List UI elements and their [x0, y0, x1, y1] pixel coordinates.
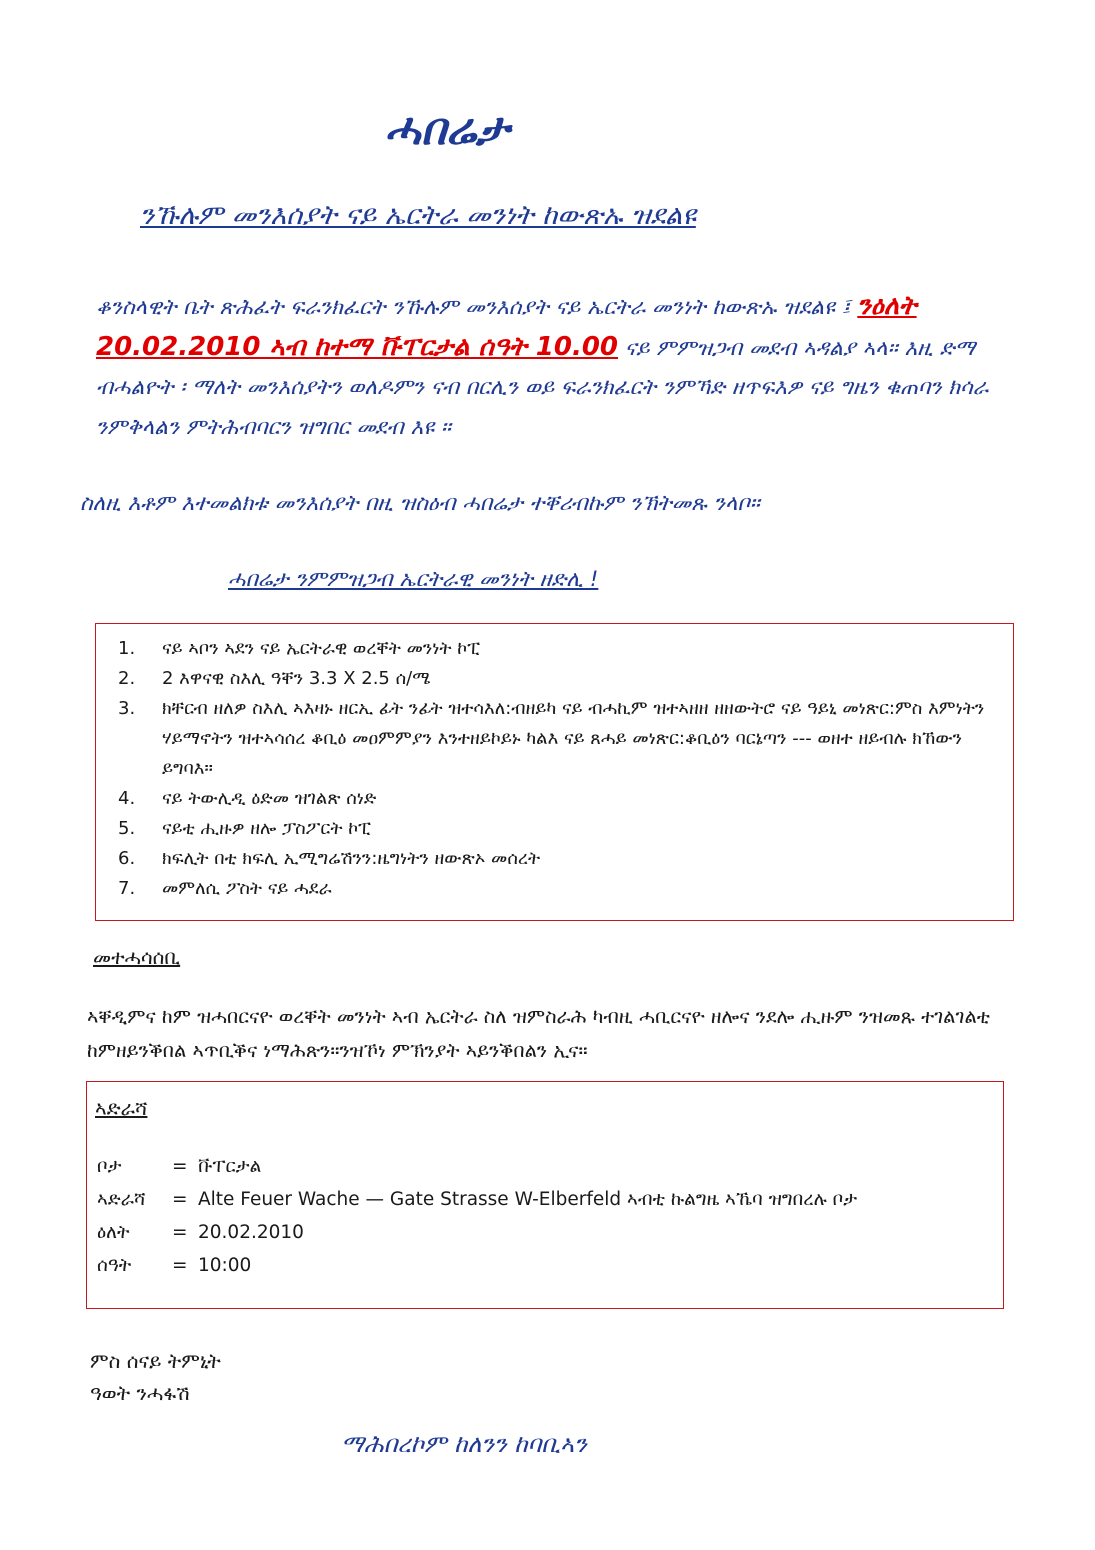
- address-value: 10:00: [198, 1255, 252, 1276]
- address-eq: =: [172, 1189, 188, 1210]
- requirement-text: ናይ ትውሊዲ ዕድመ ዝገልጽ ሰነድ: [162, 788, 377, 809]
- page-subtitle: ንኹሉም መንእሰያት ናይ ኤርትራ መንነት ከውጽኡ ዝደልዩ: [140, 200, 696, 231]
- address-value: ቩፐርታል: [198, 1156, 262, 1177]
- invitation-paragraph: ስለዚ እቶም እተመልክቱ መንእሰያት በዚ ዝስዕብ ሓበሬታ ተቐሪብኩም ንኽትመጹ ንላቦ።: [80, 491, 760, 516]
- intro-highlight: ንዕለት 20.02.2010 ኣብ ከተማ ቩፐርታል ሰዓት 10.00: [96, 291, 917, 362]
- requirement-item: [118, 844, 998, 874]
- address-row: [97, 1156, 261, 1177]
- address-value: Alte Feuer Wache — Gate Strasse W-Elberfeld ኣብቲ ኩልግዜ ኣኼባ ዝግበረሉ ቦታ: [198, 1189, 858, 1210]
- requirements-list: [118, 634, 998, 904]
- requirement-text: ክቸርብ ዘለዎ ስእሊ ኣእዛኑ ዘርኢ ፊት ንፊት ዝተሳእለ:ብዘይካ ናይ ብሓኪም ዝተኣዘዘ ዘዘውትሮ ናይ ዓይኒ መነጽር:ምስ እምነትን ሃይማኖትን ዝተኣሳሰረ ቆቢዕ መዐምምያን እንተዘይኮይኑ ካልእ ናይ ጸሓይ መነጽር:ቆቢዕን ባርኔጣን --- ወዘተ ዘይብሉ ክኸውን ይግባእ።: [162, 698, 985, 779]
- closing-line-1: ምስ ሰናይ ትምኒት: [90, 1349, 221, 1373]
- address-heading: ኣድራሻ: [95, 1096, 148, 1120]
- address-value: 20.02.2010: [198, 1222, 304, 1243]
- requirement-item: [118, 634, 998, 664]
- requirement-text: መምለሲ ፖስት ናይ ሓደራ: [162, 878, 332, 899]
- closing-line-2: ዓወት ንሓፋሽ: [90, 1381, 190, 1405]
- address-label: ሰዓት: [97, 1255, 132, 1276]
- note-text: ኣቐዲምና ከም ዝሓበርናዮ ወረቐት መንነት ኣብ ኤርትራ ስለ ዝምስራሕ ካብዚ ሓቢርናዮ ዘሎና ንደሎ ሒዙም ንዝመጹ ተገልገልቲ ከምዘይንቕበል ኣጥቢቕና ነማሕጽን።ንዝኾነ ምኽንያት ኣይንቕበልን ኢና።: [87, 1005, 990, 1062]
- address-box: [86, 1081, 1004, 1309]
- footer-signature: ማሕበረኮም ከለንን ከባቢኣን: [341, 1430, 587, 1458]
- requirement-text: ናይቲ ሒዙዎ ዘሎ ፓስፖርት ኮፒ: [162, 818, 371, 839]
- requirements-box: [95, 623, 1014, 921]
- requirement-item: [118, 784, 998, 814]
- address-eq: =: [172, 1222, 188, 1243]
- address-row: [97, 1222, 304, 1243]
- requirement-number: 6.: [118, 848, 136, 869]
- address-label: ኣድራሻ: [97, 1189, 146, 1210]
- requirement-text: 2 እዋናዊ ስእሊ ዓቐን 3.3 X 2.5 ሰ/ሜ: [162, 668, 431, 689]
- closing-block: [90, 1345, 221, 1409]
- requirement-item: [118, 664, 998, 694]
- address-row: [97, 1189, 857, 1210]
- address-eq: =: [172, 1255, 188, 1276]
- requirement-number: 2.: [118, 668, 136, 689]
- requirements-callout: ሓበሬታ ንምምዝጋብ ኤርትራዊ መንነት ዘድሊ !: [228, 567, 599, 592]
- requirement-number: 4.: [118, 788, 136, 809]
- intro-text-2: ናይ ምምዝጋብ መደብ ኣዳልያ ኣላ። እዚ ድማ ብሓልዮት ፡ ማለት መንእሰያትን ወለዶምን ናብ በርሊን ወይ ፍራንክፈርት ንምኻድ ዘጥፍእዎ ናይ ግዜን ቁጠባን ክሳራ ንምቅላልን ምትሕብባርን ዝግበር መደብ እዩ ።: [96, 335, 989, 440]
- requirement-number: 7.: [118, 878, 136, 899]
- requirement-item: [118, 694, 998, 784]
- address-eq: =: [172, 1156, 188, 1177]
- intro-text-1: ቆንስላዊት ቤት ጽሕፈት ፍራንክፈርት ንኹሉም መንእሰያት ናይ ኤርትራ መንነት ከውጽኡ ዝደልዩ ፤: [96, 295, 851, 320]
- requirement-number: 3.: [118, 698, 136, 719]
- requirement-text: ክፍሊት በቲ ክፍሊ ኢሚግሬሽንን:ዜግነትን ዘውጽኦ መሰረት: [162, 848, 541, 869]
- requirement-item: [118, 814, 998, 844]
- page-title: ሓበሬታ: [385, 104, 509, 155]
- requirement-item: [118, 874, 998, 904]
- requirement-text: ናይ ኣቦን ኣደን ናይ ኤርትራዊ ወረቐት መንነት ኮፒ: [162, 638, 480, 659]
- address-row: [97, 1255, 251, 1276]
- requirement-number: 5.: [118, 818, 136, 839]
- address-label: ዕለት: [97, 1222, 130, 1243]
- intro-paragraph: [96, 287, 1036, 447]
- note-heading: መተሓሳሰቢ: [93, 945, 181, 969]
- address-label: ቦታ: [97, 1156, 122, 1177]
- requirement-number: 1.: [118, 638, 136, 659]
